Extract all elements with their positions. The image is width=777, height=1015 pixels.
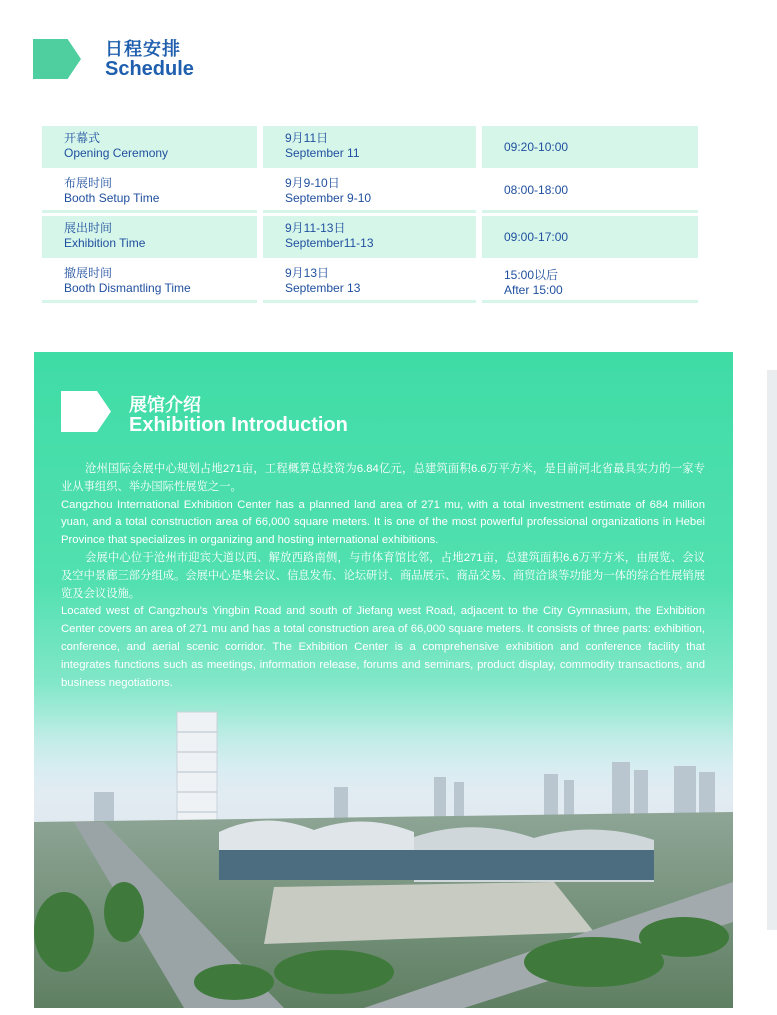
event-time: 09:20-10:00 xyxy=(504,139,569,154)
event-time: 08:00-18:00 xyxy=(504,183,569,197)
section-arrow-icon xyxy=(61,391,111,432)
event-date-cell xyxy=(263,261,476,303)
page-title-cn: 日程安排 xyxy=(105,39,181,59)
exhibition-intro-panel xyxy=(34,352,733,1008)
event-name-cell xyxy=(42,216,257,258)
intro-title-cn: 展馆介绍 xyxy=(129,395,201,415)
event-date-cell xyxy=(263,216,476,258)
intro-paragraph-en: Located west of Cangzhou's Yingbin Road and south of Jiefang west Road, adjacent to the City Gymnasium, the Exhibition Center covers an area of 271 mu and has a total construction area of 66,000 square meters. It consists of three parts: exhibition, conference, and aerial scenic corridor. The Exhibition Center is a comprehensive exhibition and conference facility that integrates functions such as meetings, information release, forums and seminars, product display, commodity transactions, and xyxy=(61,605,705,671)
event-date-cn: 9月11-13日 xyxy=(285,221,346,235)
event-date-en: September11-13 xyxy=(285,236,374,250)
event-time-cell xyxy=(482,171,698,213)
event-name-en: Opening Ceremony xyxy=(64,146,169,160)
event-date-en: September 13 xyxy=(285,281,361,295)
event-date-cn: 9月13日 xyxy=(285,266,330,280)
schedule-row xyxy=(42,126,698,168)
event-date-en: September 11 xyxy=(285,146,360,160)
page-edge xyxy=(767,370,777,930)
event-name-en: Exhibition Time xyxy=(64,236,146,250)
event-time-cell xyxy=(482,126,698,168)
event-name-cell xyxy=(42,171,257,213)
event-date-cn: 9月9-10日 xyxy=(285,176,340,190)
event-name-en: Booth Setup Time xyxy=(64,191,160,205)
event-time: 15:00以后 xyxy=(504,268,559,282)
page-title-en: Schedule xyxy=(105,58,194,80)
event-name-cn: 撤展时间 xyxy=(64,266,113,280)
event-name-cell xyxy=(42,126,257,168)
intro-paragraph-en: Cangzhou International Exhibition Center has a planned land area of 271 mu, with a total investment estimate of 684 million yuan, and a total construction area of 66,000 square meters. It is one of the most powerful professional organizations in Hebei Province that specializes in organizing and hosting international exhibitions. xyxy=(61,498,705,547)
event-name-cn: 展出时间 xyxy=(64,221,113,235)
schedule-row xyxy=(42,216,698,258)
section-arrow-icon xyxy=(33,39,81,79)
event-name-en: Booth Dismantling Time xyxy=(64,281,191,295)
event-time-cell xyxy=(482,216,698,258)
schedule-row xyxy=(42,171,698,213)
event-date-cell xyxy=(263,126,476,168)
schedule-table xyxy=(42,126,698,306)
intro-paragraph-cn: 沧州国际会展中心规划占地271亩，工程概算总投资为6.84亿元，总建筑面积6.6万平方米，是目前河北省最具实力的一家专业从事组织、举办国际性展览之一。 xyxy=(61,463,705,493)
event-name-cn: 布展时间 xyxy=(64,176,113,190)
event-date-cell xyxy=(263,171,476,213)
intro-title-en: Exhibition Introduction xyxy=(129,414,348,436)
exhibition-center-aerial-photo xyxy=(34,682,733,1008)
intro-body xyxy=(61,461,705,692)
event-time-cell xyxy=(482,261,698,303)
event-time-en: After 15:00 xyxy=(504,283,563,297)
event-name-cell xyxy=(42,261,257,303)
event-name-cn: 开幕式 xyxy=(64,131,101,145)
schedule-row xyxy=(42,261,698,303)
event-date-en: September 9-10 xyxy=(285,191,372,205)
intro-paragraph-cn: 会展中心位于沧州市迎宾大道以西、解放西路南侧，与市体育馆比邻，占地271亩，总建筑面积6.6万平方米，由展览、会议及空中景廊三部分组成。会展中心是集会议、信息发布、论坛研讨、商品展示、商品交易、商贸洽谈等功能为一体的综合性展销展览及会议设施。 xyxy=(61,551,705,600)
event-time: 09:00-17:00 xyxy=(504,229,569,244)
event-date-cn: 9月11日 xyxy=(285,131,329,145)
